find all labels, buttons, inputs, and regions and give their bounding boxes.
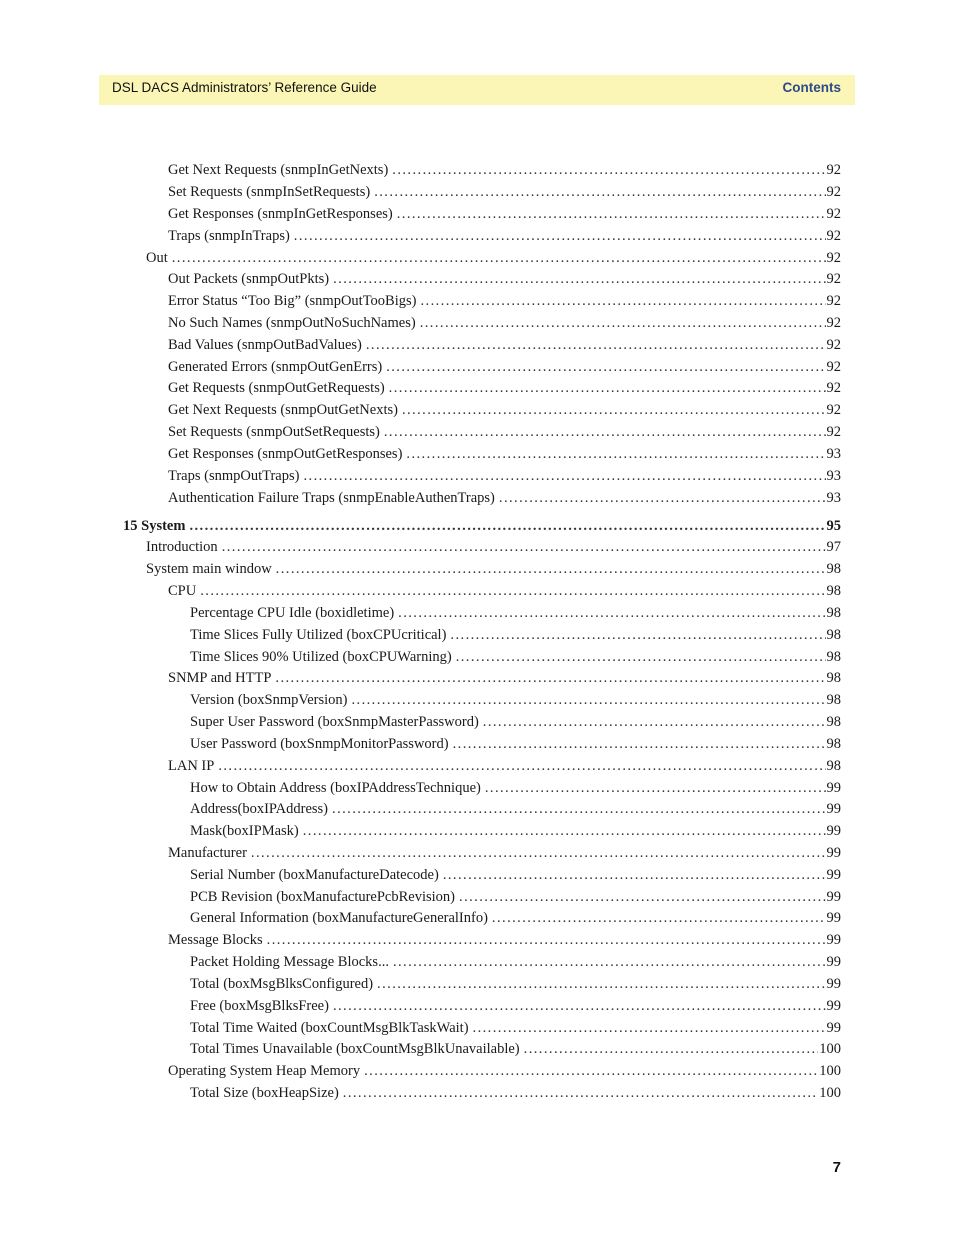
toc-leader-dots [222,539,826,556]
toc-entry-page: 92 [826,228,841,244]
toc-entry-page: 92 [826,184,841,200]
toc-leader-dots [303,468,825,485]
toc-entry-page: 92 [826,402,841,418]
toc-entry[interactable] [168,359,841,379]
toc-entry-label: Set Requests (snmpInSetRequests) [168,184,371,200]
toc-entry-page: 99 [826,954,841,970]
toc-entry-page: 97 [826,539,841,555]
toc-entry-page: 92 [826,162,841,178]
toc-entry-page: 100 [819,1085,841,1101]
toc-leader-dots [389,380,826,397]
toc-leader-dots [393,954,826,971]
toc-entry[interactable] [190,627,841,647]
toc-leader-dots [443,867,826,884]
toc-entry-label: How to Obtain Address (boxIPAddressTechnique) [190,780,481,796]
toc-entry[interactable] [168,337,841,357]
toc-entry-page: 100 [819,1063,841,1079]
toc-leader-dots [366,337,826,354]
toc-entry[interactable] [168,162,841,182]
toc-leader-dots [406,446,825,463]
toc-entry[interactable] [168,271,841,291]
toc-entry[interactable] [168,845,841,865]
toc-leader-dots [485,780,826,797]
toc-entry-page: 92 [826,206,841,222]
toc-entry-label: Message Blocks [168,932,263,948]
toc-entry-page: 92 [826,424,841,440]
toc-entry[interactable] [146,561,841,581]
toc-entry-label: PCB Revision (boxManufacturePcbRevision) [190,889,456,905]
toc-entry-page: 98 [826,561,841,577]
toc-entry-label: System main window [146,561,272,577]
toc-entry-page: 98 [826,670,841,686]
toc-entry[interactable] [168,315,841,335]
toc-entry-label: Free (boxMsgBlksFree) [190,998,329,1014]
toc-entry[interactable] [168,293,841,313]
toc-entry[interactable] [190,714,841,734]
toc-entry-page: 93 [826,468,841,484]
toc-entry-page: 98 [826,627,841,643]
toc-entry-label: Get Responses (snmpOutGetResponses) [168,446,403,462]
toc-leader-dots [200,583,825,600]
toc-leader-dots [303,823,826,840]
toc-entry-label: Error Status “Too Big” (snmpOutTooBigs) [168,293,417,309]
toc-entry-label: LAN IP [168,758,215,774]
toc-entry-label: Operating System Heap Memory [168,1063,361,1079]
toc-entry-page: 98 [826,758,841,774]
toc-leader-dots [483,714,826,731]
toc-leader-dots [172,250,826,267]
toc-entry[interactable] [168,424,841,444]
toc-leader-dots [276,561,826,578]
toc-entry-page: 99 [826,932,841,948]
toc-entry[interactable] [190,910,841,930]
toc-leader-dots [333,271,825,288]
toc-leader-dots [275,670,825,687]
toc-leader-dots [453,736,826,753]
toc-entry[interactable] [168,402,841,422]
toc-entry-page: 98 [826,714,841,730]
toc-leader-dots [364,1063,818,1080]
toc-entry-page: 92 [826,250,841,266]
toc-leader-dots [377,976,825,993]
toc-leader-dots [386,359,825,376]
toc-entry[interactable] [190,976,841,996]
toc-entry-page: 99 [826,845,841,861]
toc-leader-dots [492,910,826,927]
toc-entry-label: Get Next Requests (snmpOutGetNexts) [168,402,398,418]
toc-entry-label: CPU [168,583,197,599]
toc-entry[interactable] [168,1063,841,1083]
toc-entry[interactable] [190,1041,841,1061]
toc-entry-label: Address(boxIPAddress) [190,801,329,817]
toc-leader-dots [374,184,825,201]
toc-entry-label: Total Size (boxHeapSize) [190,1085,339,1101]
toc-entry-page: 92 [826,337,841,353]
toc-entry-label: No Such Names (snmpOutNoSuchNames) [168,315,416,331]
toc-entry-page: 100 [819,1041,841,1057]
toc-entry-label: Time Slices 90% Utilized (boxCPUWarning) [190,649,452,665]
toc-entry-page: 95 [826,518,841,534]
toc-entry-label: Generated Errors (snmpOutGenErrs) [168,359,383,375]
toc-entry[interactable] [168,446,841,466]
toc-entry[interactable] [168,670,841,690]
toc-entry-label: Percentage CPU Idle (boxidletime) [190,605,395,621]
toc-leader-dots [397,206,826,223]
toc-leader-dots [499,490,826,507]
toc-entry-page: 99 [826,889,841,905]
toc-leader-dots [420,293,825,310]
toc-entry-label: Get Requests (snmpOutGetRequests) [168,380,385,396]
toc-entry[interactable] [168,490,841,510]
toc-entry-label: Introduction [146,539,218,555]
toc-entry[interactable] [190,649,841,669]
toc-entry[interactable] [190,801,841,821]
toc-entry[interactable] [168,380,841,400]
toc-entry-label: Serial Number (boxManufactureDatecode) [190,867,439,883]
toc-leader-dots [189,518,825,535]
toc-leader-dots [459,889,825,906]
toc-entry-label: Get Next Requests (snmpInGetNexts) [168,162,389,178]
toc-entry-page: 92 [826,359,841,375]
toc-entry-label: SNMP and HTTP [168,670,272,686]
toc-entry-page: 99 [826,823,841,839]
page-number: 7 [832,1159,841,1176]
toc-entry-page: 98 [826,649,841,665]
toc-entry[interactable] [146,539,841,559]
toc-entry[interactable] [190,692,841,712]
toc-entry-label: Mask(boxIPMask) [190,823,299,839]
toc-leader-dots [398,605,825,622]
toc-chapter-entry[interactable] [123,518,841,538]
toc-entry-label: Get Responses (snmpInGetResponses) [168,206,393,222]
toc-entry-page: 98 [826,736,841,752]
toc-entry-page: 92 [826,315,841,331]
toc-leader-dots [456,649,826,666]
toc-leader-dots [332,801,825,818]
toc-entry-page: 98 [826,692,841,708]
toc-entry-page: 92 [826,380,841,396]
toc-leader-dots [333,998,826,1015]
toc-entry-label: Traps (snmpOutTraps) [168,468,300,484]
toc-entry[interactable] [190,867,841,887]
toc-entry-label: General Information (boxManufactureGeneralInfo) [190,910,488,926]
toc-entry-label: Super User Password (boxSnmpMasterPassword) [190,714,479,730]
toc-leader-dots [524,1041,819,1058]
toc-entry-page: 99 [826,801,841,817]
toc-leader-dots [473,1020,826,1037]
toc-entry-label: Authentication Failure Traps (snmpEnableAuthenTraps) [168,490,495,506]
toc-entry-page: 99 [826,976,841,992]
toc-entry[interactable] [168,228,841,248]
toc-entry-label: Total Times Unavailable (boxCountMsgBlkUnavailable) [190,1041,520,1057]
toc-entry-label: Packet Holding Message Blocks... [190,954,389,970]
toc-entry-page: 99 [826,867,841,883]
toc-entry-label: Out [146,250,168,266]
toc-entry-page: 92 [826,293,841,309]
section-name: Contents [782,80,841,95]
toc-entry[interactable] [190,823,841,843]
toc-entry-label: Total (boxMsgBlksConfigured) [190,976,374,992]
toc-entry[interactable] [190,1020,841,1040]
toc-leader-dots [420,315,826,332]
toc-entry-page: 92 [826,271,841,287]
toc-leader-dots [392,162,825,179]
toc-entry-page: 99 [826,780,841,796]
toc-entry-page: 99 [826,1020,841,1036]
toc-leader-dots [251,845,826,862]
toc-entry[interactable] [168,468,841,488]
toc-entry-label: Set Requests (snmpOutSetRequests) [168,424,380,440]
toc-entry-page: 99 [826,998,841,1014]
toc-entry-label: Version (boxSnmpVersion) [190,692,348,708]
toc-leader-dots [450,627,825,644]
toc-entry-label: Total Time Waited (boxCountMsgBlkTaskWait) [190,1020,469,1036]
toc-entry-label: Out Packets (snmpOutPkts) [168,271,330,287]
toc-entry[interactable] [168,184,841,204]
toc-entry[interactable] [190,954,841,974]
toc-entry[interactable] [190,998,841,1018]
toc-entry-page: 93 [826,490,841,506]
toc-leader-dots [402,402,826,419]
toc-entry-page: 93 [826,446,841,462]
toc-entry[interactable] [168,206,841,226]
toc-entry[interactable] [190,889,841,909]
toc-entry-page: 98 [826,583,841,599]
toc-entry-label: User Password (boxSnmpMonitorPassword) [190,736,449,752]
toc-entry[interactable] [168,758,841,778]
toc-leader-dots [267,932,826,949]
toc-entry[interactable] [190,1085,841,1105]
toc-entry[interactable] [168,932,841,952]
toc-entry[interactable] [146,250,841,270]
document-title: DSL DACS Administrators’ Reference Guide [112,80,377,95]
toc-entry-label: Traps (snmpInTraps) [168,228,290,244]
toc-entry-page: 98 [826,605,841,621]
toc-entry-label: Bad Values (snmpOutBadValues) [168,337,362,353]
toc-entry[interactable] [190,780,841,800]
toc-entry-label: 15 System [123,518,186,534]
toc-entry-label: Manufacturer [168,845,247,861]
toc-entry[interactable] [168,583,841,603]
toc-leader-dots [384,424,826,441]
toc-entry-page: 99 [826,910,841,926]
toc-leader-dots [218,758,825,775]
toc-entry-label: Time Slices Fully Utilized (boxCPUcritical) [190,627,447,643]
toc-leader-dots [343,1085,818,1102]
toc-entry[interactable] [190,605,841,625]
toc-leader-dots [294,228,826,245]
toc-entry[interactable] [190,736,841,756]
toc-leader-dots [351,692,825,709]
